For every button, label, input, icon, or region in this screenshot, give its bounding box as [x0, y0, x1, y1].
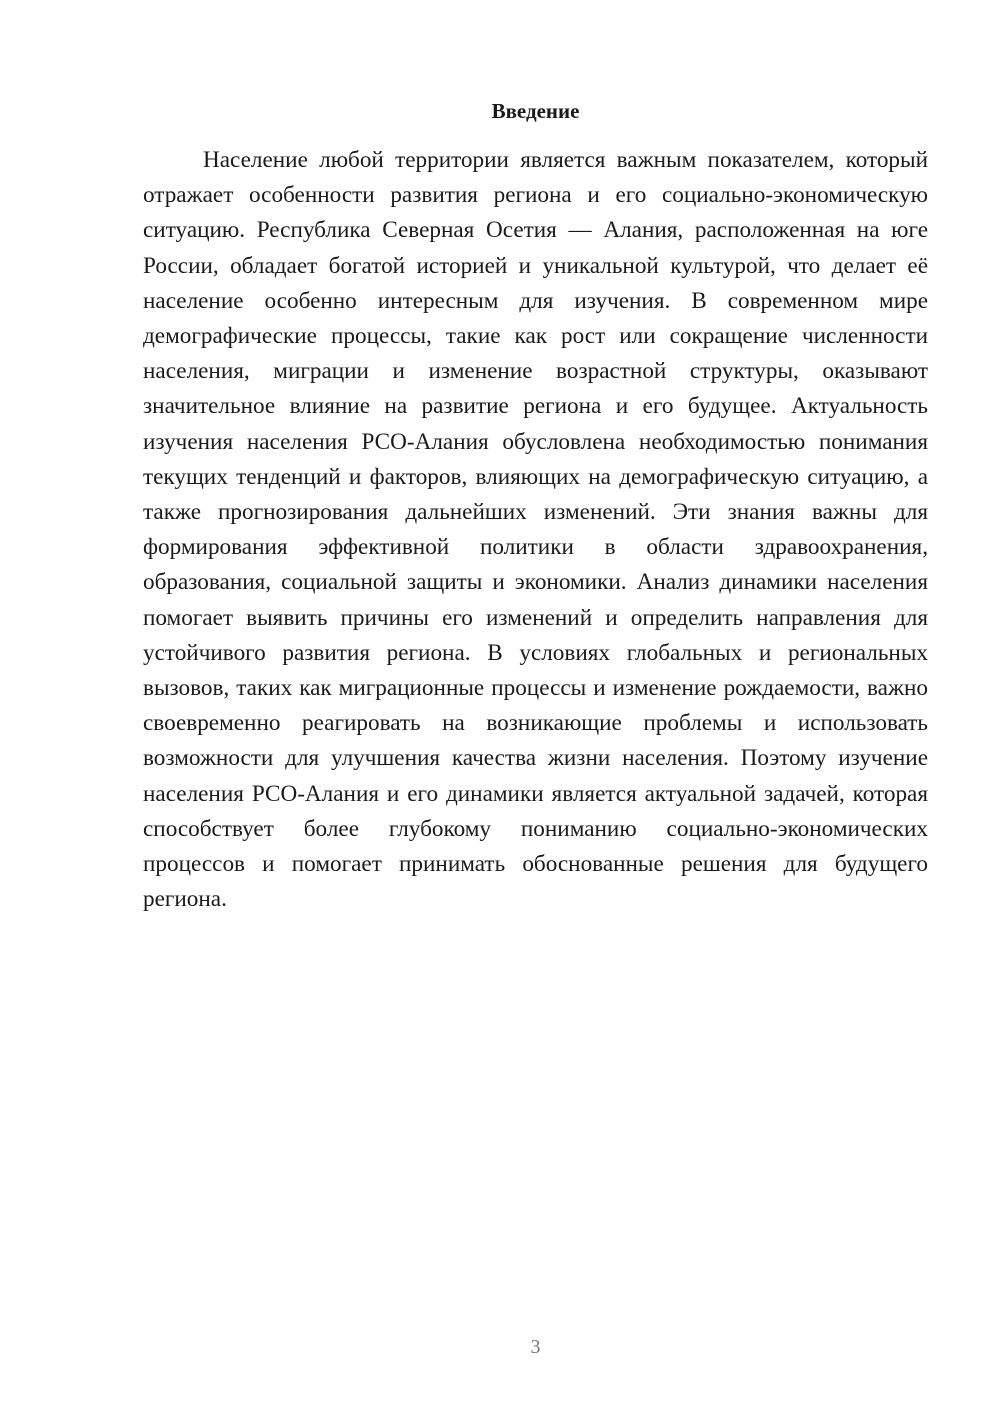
section-heading: Введение: [491, 99, 580, 123]
body-paragraph: Население любой территории является важным показателем, который отражает особенности развития региона и его социально-экономическую ситуацию. Республика Северная Осетия — Алания, расположенная на юге России, обладает богатой историей и уникальной культурой, что делает её население особенно интересным для изучения. В современном мире демографические процессы, такие как рост или сокращение численности населения, миграции и изменение возрастной структуры, оказывают значительное влияние на развитие региона и его будущее. Актуальность изучения населения РСО-Алания обусловлена необходимостью понимания текущих тенденций и факторов, влияющих на демографическую ситуацию, а также прогнозирования дальнейших изменений. Эти знания важны для формирования эффективной политики в области здравоохранения, образования, социальной защиты и экономики. Анализ динамики населения помогает выявить причины его изменений и определить направления для устойчивого развития региона. В условиях глобальных и региональных вызовов, таких как миграционные процессы и изменение рождаемости, важно своевременно реагировать на возникающие проблемы и использовать возможности для улучшения качества жизни населения. Поэтому изучение населения РСО-Алания и его динамики является актуальной задачей, которая способствует более глубокому пониманию социально-экономических процессов и помогает принимать обоснованные решения для будущего региона.: [143, 147, 928, 913]
page-number: 3: [530, 1336, 541, 1358]
